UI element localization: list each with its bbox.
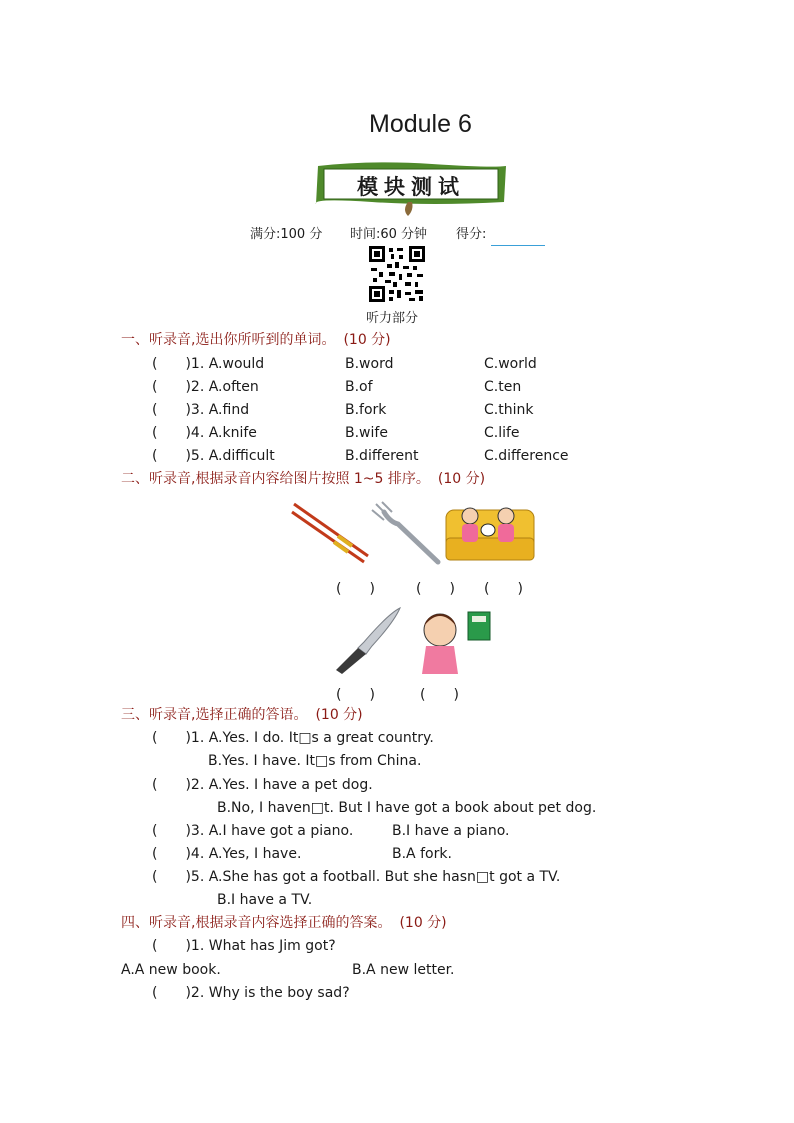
- s3-q5-b: B.I have a TV.: [217, 892, 313, 908]
- s3-q1-a[interactable]: ( )1. A.Yes. I do. It□s a great country.: [152, 730, 434, 746]
- s1-q2-c: C.ten: [484, 379, 522, 395]
- section2-points: (10 分): [437, 471, 486, 487]
- section2-heading-text: 二、听录音,根据录音内容给图片按照 1~5 排序。: [121, 471, 430, 487]
- girls-on-sofa-icon: [444, 500, 536, 564]
- s1-q3[interactable]: ( )3. A.find: [152, 402, 250, 418]
- section3-heading: [121, 706, 363, 724]
- score-blank[interactable]: [491, 227, 545, 246]
- s2-paren-4[interactable]: ( ): [336, 687, 375, 703]
- section3-heading-text: 三、听录音,选择正确的答语。: [121, 707, 308, 723]
- s1-q3-b: B.fork: [345, 402, 387, 418]
- s3-q2-a[interactable]: ( )2. A.Yes. I have a pet dog.: [152, 777, 373, 793]
- s1-q4[interactable]: ( )4. A.knife: [152, 425, 257, 441]
- s3-q3-a[interactable]: ( )3. A.I have got a piano.: [152, 823, 354, 839]
- s2-paren-1[interactable]: ( ): [336, 581, 375, 597]
- s1-q5[interactable]: ( )5. A.difficult: [152, 448, 275, 464]
- chopsticks-icon: [290, 500, 372, 566]
- girl-with-book-icon: [412, 604, 494, 676]
- s1-q2[interactable]: ( )2. A.often: [152, 379, 259, 395]
- full-marks: 满分:100 分: [250, 227, 323, 242]
- section3-points: (10 分): [315, 707, 363, 723]
- score-label: 得分:: [456, 227, 487, 242]
- s1-q5-c: C.difference: [484, 448, 569, 464]
- page-title: Module 6: [369, 110, 472, 138]
- section4-points: (10 分): [399, 915, 447, 931]
- s1-q4-b: B.wife: [345, 425, 388, 441]
- qr-code-icon: [369, 246, 425, 302]
- s2-paren-3[interactable]: ( ): [484, 581, 523, 597]
- s2-paren-2[interactable]: ( ): [416, 581, 455, 597]
- s3-q5-a[interactable]: ( )5. A.She has got a football. But she hasn□t got a TV.: [152, 869, 561, 885]
- listening-label: 听力部分: [366, 311, 419, 326]
- section1-points: (10 分): [343, 332, 391, 348]
- banner-text: 模块测试: [357, 175, 465, 199]
- time-limit: 时间:60 分钟: [350, 227, 428, 242]
- section4-heading-text: 四、听录音,根据录音内容选择正确的答案。: [121, 915, 392, 931]
- fork-icon: [370, 500, 442, 566]
- s4-q1-a: A.A new book.: [121, 962, 221, 978]
- s1-q4-c: C.life: [484, 425, 520, 441]
- s1-q1-b: B.word: [345, 356, 394, 372]
- s1-q1-c: C.world: [484, 356, 537, 372]
- s4-q2[interactable]: ( )2. Why is the boy sad?: [152, 985, 350, 1001]
- s1-q1[interactable]: ( )1. A.would: [152, 356, 265, 372]
- s1-q2-b: B.of: [345, 379, 373, 395]
- section4-heading: [121, 914, 447, 932]
- s1-q5-b: B.different: [345, 448, 419, 464]
- banner: [312, 158, 510, 218]
- s4-q1-b: B.A new letter.: [352, 962, 455, 978]
- s4-q1[interactable]: ( )1. What has Jim got?: [152, 938, 336, 954]
- s3-q3-b: B.I have a piano.: [392, 823, 510, 839]
- section1-heading: [121, 331, 391, 349]
- s3-q4-a[interactable]: ( )4. A.Yes, I have.: [152, 846, 302, 862]
- s2-paren-5[interactable]: ( ): [420, 687, 459, 703]
- s3-q2-b: B.No, I haven□t. But I have got a book about pet dog.: [217, 800, 597, 816]
- knife-icon: [332, 604, 404, 674]
- section1-heading-text: 一、听录音,选出你所听到的单词。: [121, 332, 336, 348]
- s3-q1-b: B.Yes. I have. It□s from China.: [208, 753, 422, 769]
- s1-q3-c: C.think: [484, 402, 534, 418]
- section2-heading: [121, 470, 485, 488]
- s3-q4-b: B.A fork.: [392, 846, 452, 862]
